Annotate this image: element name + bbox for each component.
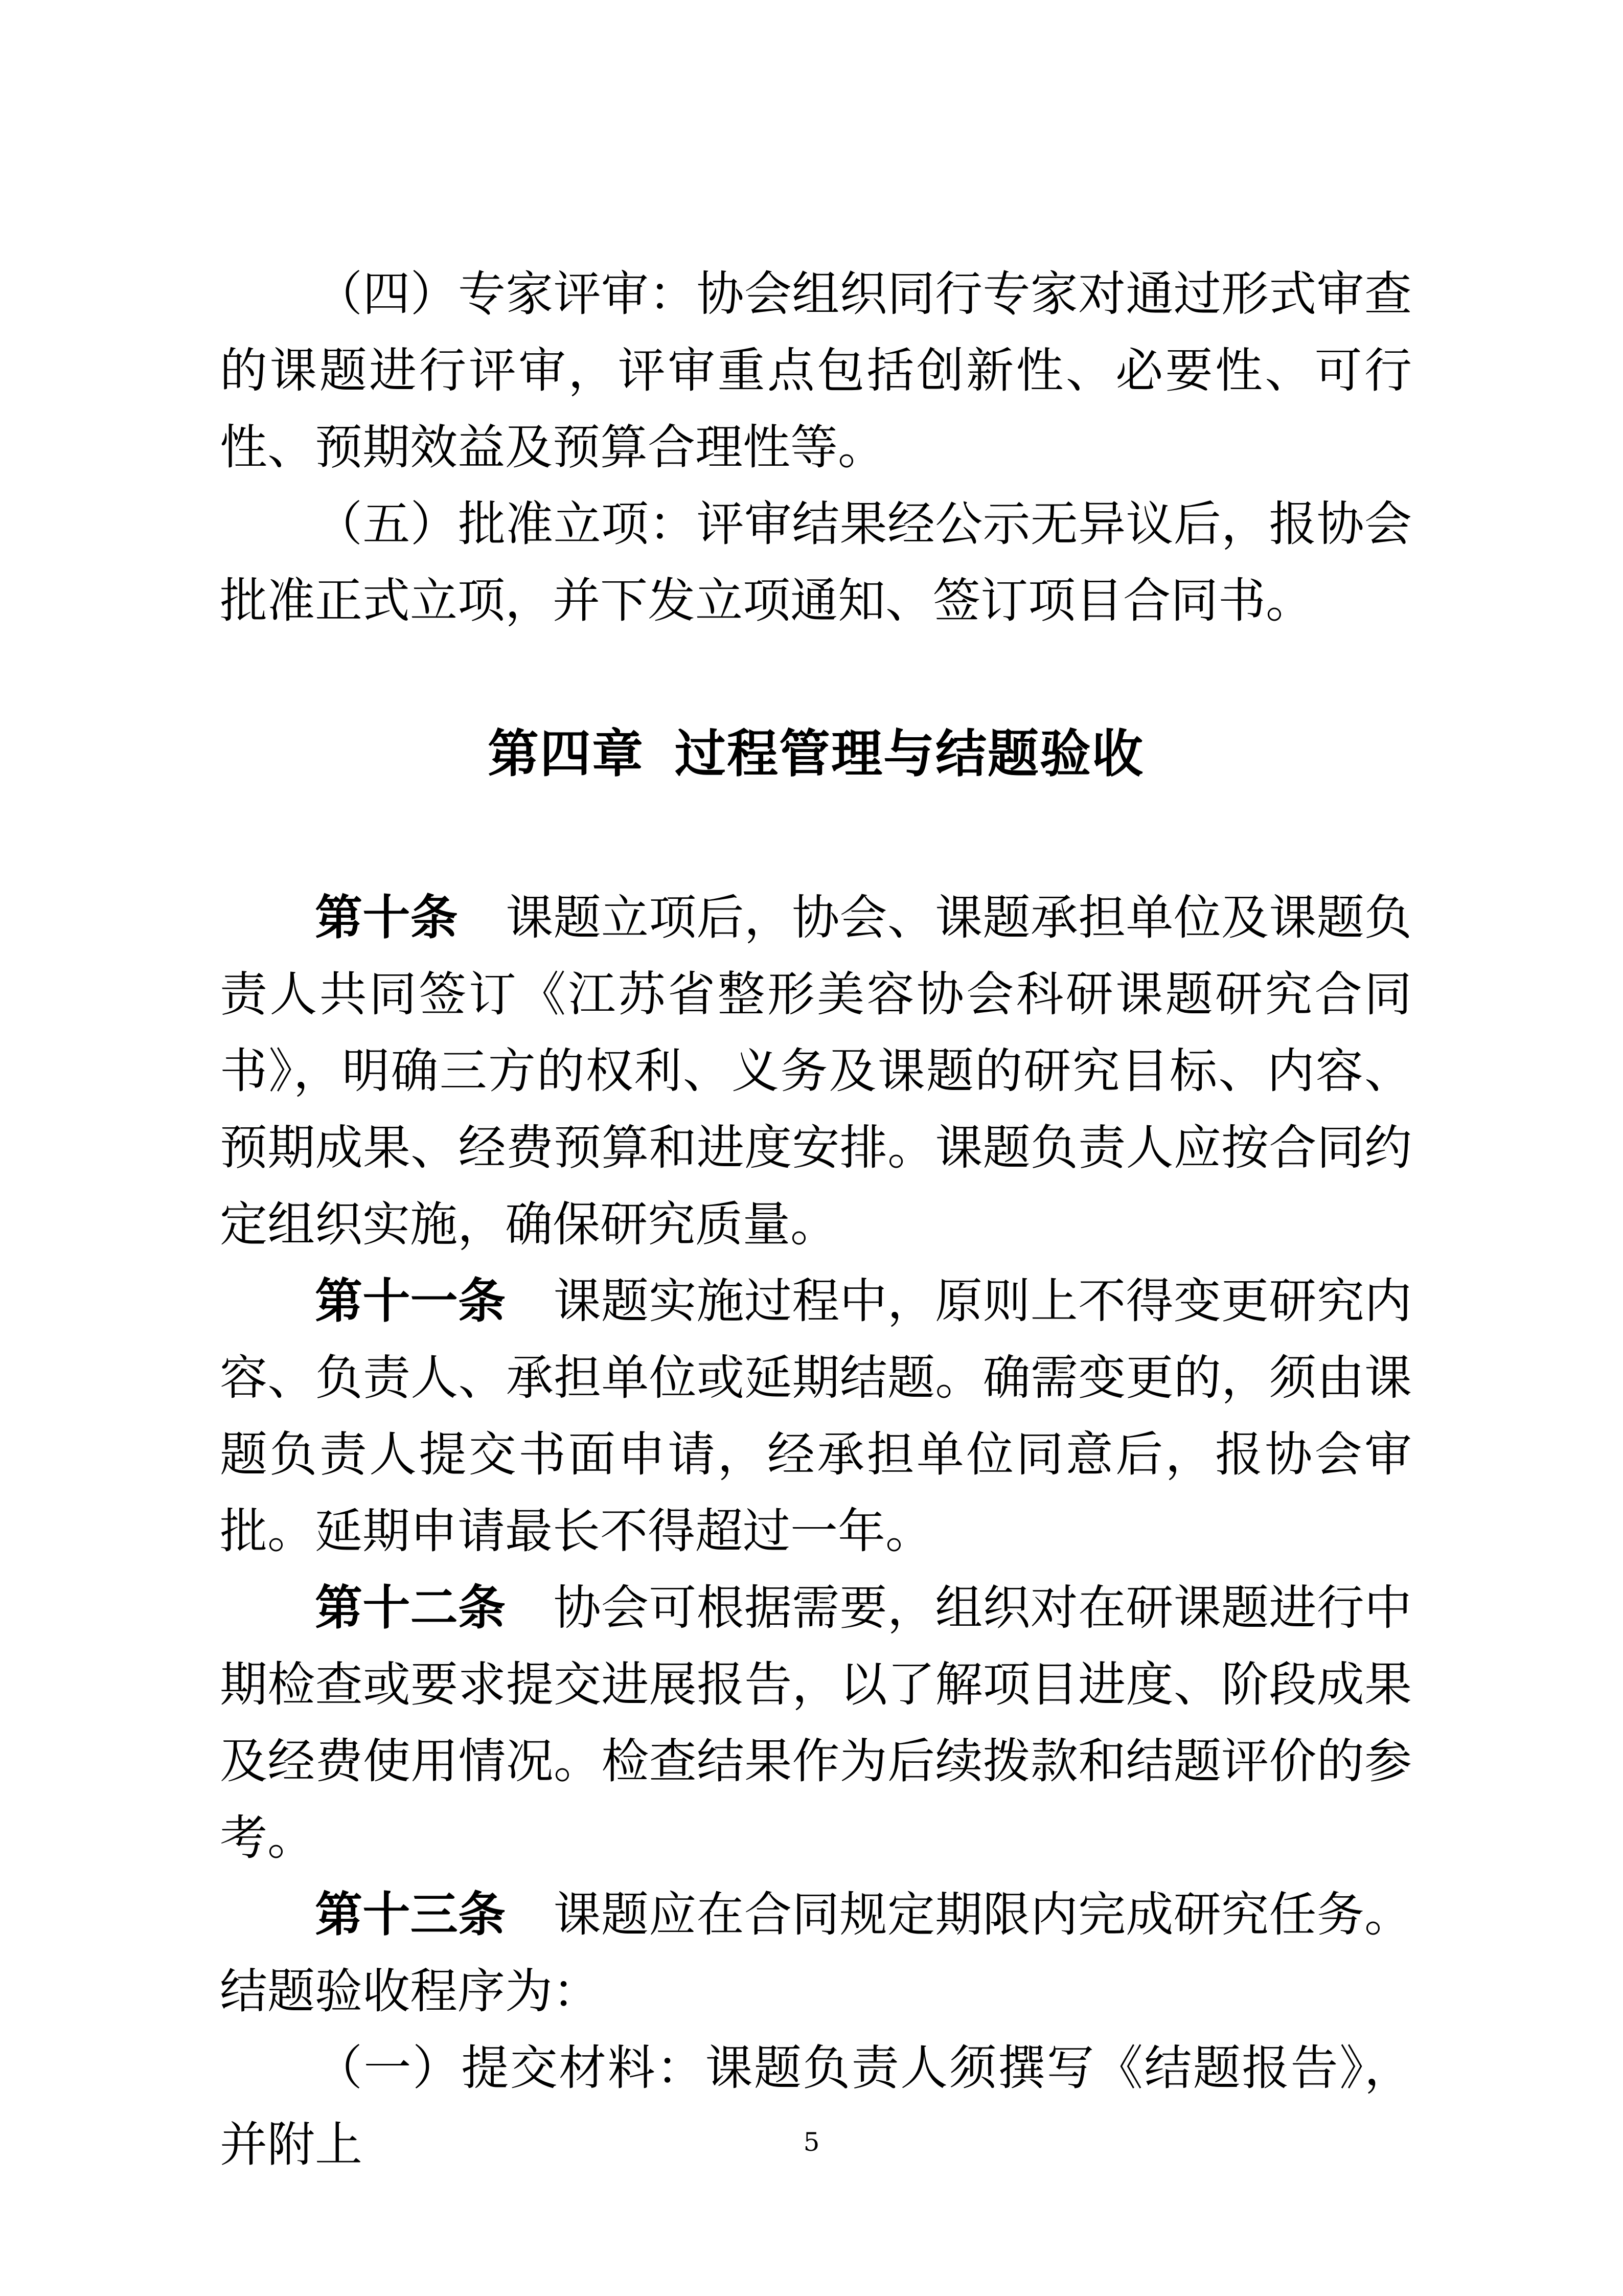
- article-11-label: 第十一条: [315, 1273, 506, 1329]
- article-13: [220, 1876, 1412, 2030]
- article-10-text: 课题立项后，协会、课题承担单位及课题负责人共同签订《江苏省整形美容协会科研课题研究合同书》，明确三方的权利、义务及课题的研究目标、内容、预期成果、经费预算和进度安排。课题负责人应按合同约定组织实施，确保研究质量。: [220, 890, 1412, 1252]
- article-13-text: 课题应在合同规定期限内完成研究任务。结题验收程序为：: [220, 1887, 1412, 2019]
- paragraph-item-four: （四）专家评审：协会组织同行专家对通过形式审查的课题进行评审，评审重点包括创新性、必要性、可行性、预期效益及预算合理性等。: [220, 266, 1412, 475]
- paragraph-item-one: （一）提交材料：课题负责人须撰写《结题报告》，并附上: [220, 2040, 1412, 2172]
- article-11: [220, 1263, 1412, 1570]
- page-number: 5: [803, 2127, 820, 2157]
- chapter-heading-block: [220, 639, 1412, 879]
- paragraph-item-five: （五）批准立项：评审结果经公示无异议后，报协会批准正式立项，并下发立项通知、签订项目合同书。: [220, 496, 1412, 628]
- article-12-label: 第十二条: [315, 1580, 506, 1635]
- article-12-text: 协会可根据需要，组织对在研课题进行中期检查或要求提交进展报告，以了解项目进度、阶段成果及经费使用情况。检查结果作为后续拨款和结题评价的参考。: [220, 1580, 1412, 1866]
- chapter-title: 过程管理与结题验收: [675, 724, 1144, 784]
- chapter-number: 第四章: [488, 724, 644, 784]
- article-10-label: 第十条: [315, 890, 458, 945]
- chapter-four-heading: [220, 716, 1412, 792]
- article-11-text: 课题实施过程中，原则上不得变更研究内容、负责人、承担单位或延期结题。确需变更的，须由课题负责人提交书面申请，经承担单位同意后，报协会审批。延期申请最长不得超过一年。: [220, 1274, 1412, 1559]
- article-13-label: 第十三条: [315, 1886, 506, 1942]
- article-12: [220, 1570, 1412, 1876]
- text-column: [220, 256, 1412, 2183]
- article-10: [220, 879, 1412, 1263]
